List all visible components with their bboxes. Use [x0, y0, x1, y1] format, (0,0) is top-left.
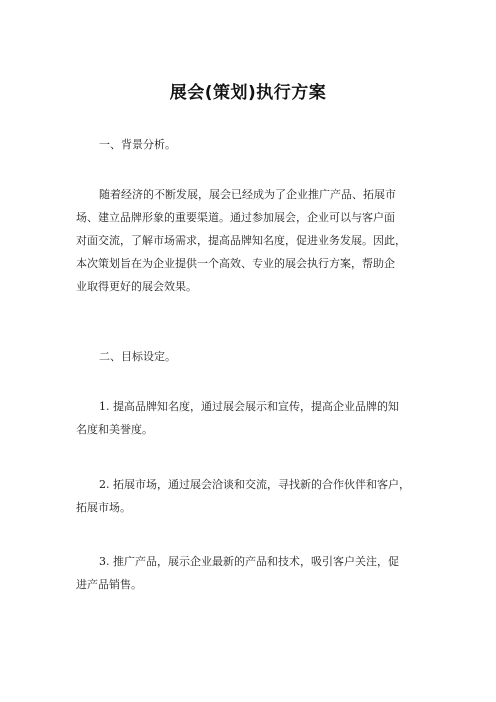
- heading-text: 一、背景分析。: [99, 138, 176, 151]
- goal-item-1: [76, 395, 436, 441]
- section-heading-goals: [76, 345, 436, 368]
- paragraph-line: 场、建立品牌形象的重要渠道。通过参加展会，企业可以与客户面: [76, 211, 395, 224]
- goal-item-3: [76, 550, 436, 596]
- heading-text: 二、目标设定。: [99, 350, 176, 363]
- paragraph-line: 本次策划旨在为企业提供一个高效、专业的展会执行方案，帮助企: [76, 257, 395, 270]
- document-title: 展会(策划)执行方案: [169, 83, 327, 103]
- paragraph-line: 名度和美誉度。: [76, 423, 153, 436]
- paragraph-background: [76, 183, 436, 298]
- paragraph-line: 对面交流，了解市场需求，提高品牌知名度，促进业务发展。因此，: [76, 234, 406, 247]
- paragraph-line: 1. 提高品牌知名度，通过展会展示和宣传，提高企业品牌的知: [99, 400, 399, 413]
- paragraph-line: 2. 拓展市场，通过展会洽谈和交流，寻找新的合作伙伴和客户，: [99, 478, 410, 491]
- goal-item-2: [76, 473, 436, 519]
- paragraph-line: 随着经济的不断发展，展会已经成为了企业推广产品、拓展市: [99, 188, 396, 201]
- paragraph-line: 拓展市场。: [76, 501, 131, 514]
- paragraph-line: 3. 推广产品，展示企业最新的产品和技术，吸引客户关注，促: [99, 555, 399, 568]
- section-heading-background: [76, 133, 436, 156]
- paragraph-line: 进产品销售。: [76, 578, 142, 591]
- paragraph-line: 业取得更好的展会效果。: [76, 280, 197, 293]
